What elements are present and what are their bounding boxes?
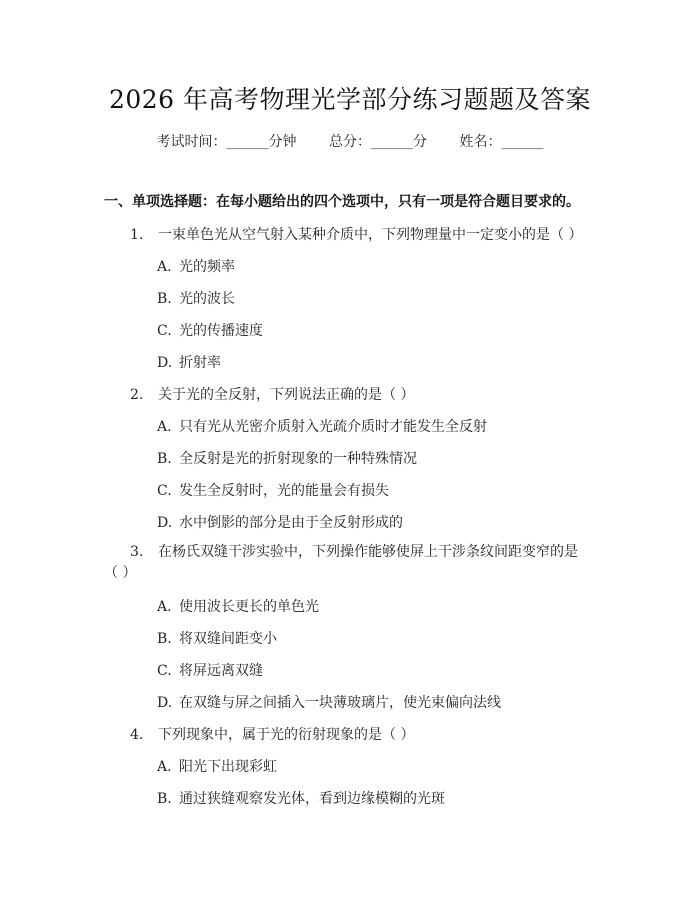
student-name-field: 姓名：______ (459, 134, 544, 150)
option-3d (157, 692, 501, 712)
option-label: A. (157, 419, 172, 435)
option-1d (157, 352, 221, 372)
question-number: 1. (130, 227, 144, 243)
option-label: B. (157, 791, 172, 807)
option-text: 全反射是光的折射现象的一种特殊情况 (179, 451, 417, 467)
question-number: 4. (130, 727, 144, 743)
option-text: 光的频率 (179, 259, 235, 275)
option-2c (157, 480, 389, 500)
page-title: 2026 年高考物理光学部分练习题题及答案 (108, 85, 592, 114)
question-number: 2. (130, 387, 144, 403)
option-text: 阳光下出现彩虹 (179, 759, 277, 775)
total-score-field: 总分：______分 (329, 134, 427, 150)
option-label: C. (157, 323, 172, 339)
question-1 (130, 224, 582, 244)
exam-time-field: 考试时间：______分钟 (156, 134, 297, 150)
option-4a (157, 756, 277, 776)
question-3 (104, 542, 584, 584)
option-text: 只有光从光密介质射入光疏介质时才能发生全反射 (179, 419, 487, 435)
option-label: B. (157, 451, 172, 467)
question-text: 一束单色光从空气射入某种介质中，下列物理量中一定变小的是（ ） (158, 227, 583, 243)
option-text: 光的波长 (179, 291, 235, 307)
option-text: 使用波长更长的单色光 (179, 599, 319, 615)
option-2d (157, 512, 403, 532)
option-label: A. (157, 759, 172, 775)
option-3a (157, 596, 319, 616)
option-1b (157, 288, 235, 308)
option-3c (157, 660, 263, 680)
question-4 (130, 724, 414, 744)
option-text: 水中倒影的部分是由于全反射形成的 (179, 515, 403, 531)
option-2b (157, 448, 417, 468)
exam-meta (0, 131, 700, 151)
question-2 (130, 384, 414, 404)
option-label: C. (157, 483, 172, 499)
option-3b (157, 628, 277, 648)
option-label: A. (157, 259, 172, 275)
question-text: 下列现象中，属于光的衍射现象的是（ ） (158, 727, 415, 743)
section-heading: 一、单项选择题：在每小题给出的四个选项中，只有一项是符合题目要求的。 (104, 194, 580, 210)
option-label: B. (157, 631, 172, 647)
option-1c (157, 320, 263, 340)
option-label: B. (157, 291, 172, 307)
option-2a (157, 416, 487, 436)
option-text: 发生全反射时，光的能量会有损失 (179, 483, 389, 499)
option-text: 通过狭缝观察发光体，看到边缘模糊的光斑 (179, 791, 445, 807)
option-text: 折射率 (179, 355, 221, 371)
option-text: 将双缝间距变小 (179, 631, 277, 647)
option-label: D. (157, 515, 173, 531)
option-label: C. (157, 663, 172, 679)
option-text: 在双缝与屏之间插入一块薄玻璃片，使光束偏向法线 (179, 695, 501, 711)
question-text: 关于光的全反射，下列说法正确的是（ ） (158, 387, 415, 403)
option-label: A. (157, 599, 172, 615)
option-4b (157, 788, 445, 808)
question-text: 在杨氏双缝干涉实验中，下列操作能够使屏上干涉条纹间距变窄的是（ ） (104, 544, 578, 581)
option-label: D. (157, 355, 173, 371)
option-label: D. (157, 695, 173, 711)
option-text: 将屏远离双缝 (179, 663, 263, 679)
option-text: 光的传播速度 (179, 323, 263, 339)
option-1a (157, 256, 235, 276)
question-number: 3. (130, 544, 144, 560)
